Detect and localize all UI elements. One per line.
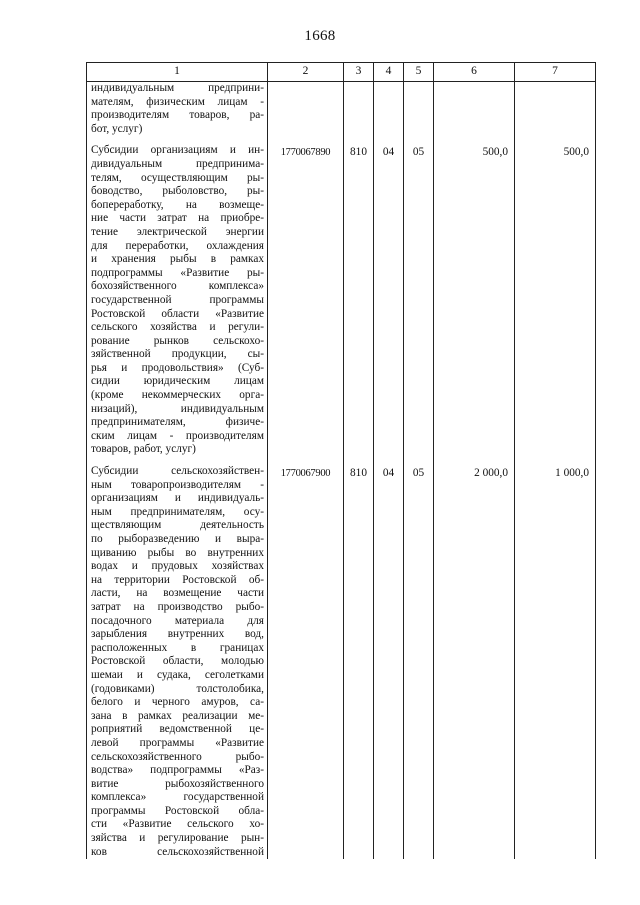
text-line: (кроме некоммерческих орга-	[91, 389, 264, 402]
text-line: (годовиками) толстолобика,	[91, 682, 264, 695]
text-line: зана в рамках реализации ме-	[91, 709, 264, 722]
text-line: сидии юридическим лицам	[91, 375, 264, 388]
text-line: роприятий ведомственной це-	[91, 723, 264, 736]
expense-type-code: 810	[344, 136, 374, 457]
text-line: водах и прудовых хозяйствах	[91, 560, 264, 573]
text-line: ков сельскохозяйственной	[91, 845, 264, 858]
text-line: предпринимателям, физиче-	[91, 416, 264, 429]
amount-col7: 1 000,0	[515, 457, 596, 859]
table-row-continuation	[87, 82, 596, 137]
text-line: для переработки, охлаждения	[91, 239, 264, 252]
row-description	[87, 457, 268, 859]
text-line: сельскохозяйственного рыбо-	[91, 750, 264, 763]
target-article-code: 1770067890	[268, 136, 344, 457]
amount-col7: 500,0	[515, 136, 596, 457]
page-number: 1668	[304, 28, 336, 44]
text-line: белого и черного амуров, са-	[91, 696, 264, 709]
table-row	[87, 457, 596, 859]
text-line: ласти, на возмещение части	[91, 587, 264, 600]
table-row	[87, 136, 596, 457]
text-line: рование рынков сельскохо-	[91, 334, 264, 347]
continuation-description	[87, 82, 268, 137]
text-line: бопереработку, на возмеще-	[91, 198, 264, 211]
text-line: бохозяйственного комплекса»	[91, 280, 264, 293]
text-line: ным предпринимателям, осу-	[91, 505, 264, 518]
text-line: организациям и индивидуаль-	[91, 492, 264, 505]
subsection-code: 05	[404, 136, 434, 457]
text-line: дивидуальным предпринима-	[91, 157, 264, 170]
text-line: ным товаропроизводителям -	[91, 478, 264, 491]
text-line: водства» подпрограммы «Раз-	[91, 764, 264, 777]
text-line: тение электрической энергии	[91, 225, 264, 238]
column-header-2: 2	[268, 63, 344, 82]
text-line: по рыборазведению и выра-	[91, 533, 264, 545]
text-line: рья и продовольствия» (Суб-	[91, 361, 264, 374]
section-code: 04	[374, 136, 404, 457]
target-article-code: 1770067900	[268, 457, 344, 859]
text-line: производителям товаров, ра-	[91, 109, 264, 122]
text-line: Ростовской области «Развитие	[91, 307, 264, 320]
text-line: посадочного материала для	[91, 614, 264, 627]
text-line: Субсидии организациям и ин-	[91, 144, 264, 157]
text-line: затрат на производство рыбо-	[91, 600, 264, 613]
table-header-row	[87, 63, 596, 82]
column-header-1: 1	[87, 63, 268, 82]
text-line: программы Ростовской обла-	[91, 804, 264, 817]
column-header-3: 3	[344, 63, 374, 82]
text-line: и хранения рыбы в рамках	[91, 253, 264, 266]
section-code: 04	[374, 457, 404, 859]
text-line: индивидуальным предприни-	[91, 82, 264, 94]
text-line: ществляющим деятельность	[91, 519, 264, 532]
text-line: зарыбления внутренних вод,	[91, 628, 264, 641]
row-description	[87, 136, 268, 457]
text-line: левой программы «Развитие	[91, 736, 264, 749]
text-line: витие рыбохозяйственного	[91, 777, 264, 790]
amount-col6: 2 000,0	[434, 457, 515, 859]
text-line: телям, осуществляющим ры-	[91, 171, 264, 184]
text-line: Субсидии сельскохозяйствен-	[91, 465, 264, 478]
text-line: на территории Ростовской об-	[91, 573, 264, 586]
text-line: шемаи и судака, сеголетками	[91, 668, 264, 681]
text-line: бот, услуг)	[91, 122, 143, 135]
text-line: подпрограммы «Развитие ры-	[91, 266, 264, 279]
text-line: сти «Развитие сельского хо-	[91, 818, 264, 831]
amount-col6: 500,0	[434, 136, 515, 457]
text-line: государственной программы	[91, 293, 264, 306]
budget-table	[86, 62, 596, 859]
column-header-4: 4	[374, 63, 404, 82]
text-line: низаций), индивидуальным	[91, 402, 264, 415]
text-line: мателям, физическим лицам -	[91, 95, 264, 108]
expense-type-code: 810	[344, 457, 374, 859]
text-line: зяйства и регулирование рын-	[91, 832, 264, 845]
text-line: боводство, рыболовство, ры-	[91, 185, 264, 198]
text-line: товаров, работ, услуг)	[91, 443, 196, 456]
text-line: ским лицам - производителям	[91, 429, 264, 442]
text-line: расположенных в границах	[91, 641, 264, 654]
text-line: ние части затрат на приобре-	[91, 212, 264, 225]
column-header-6: 6	[434, 63, 515, 82]
subsection-code: 05	[404, 457, 434, 859]
text-line: Ростовской области, молодью	[91, 655, 264, 668]
text-line: комплекса» государственной	[91, 791, 264, 804]
column-header-5: 5	[404, 63, 434, 82]
text-line: щиванию рыбы во внутренних	[91, 546, 264, 559]
column-header-7: 7	[515, 63, 596, 82]
text-line: сельского хозяйства и регули-	[91, 321, 264, 334]
text-line: зяйственной продукции, сы-	[91, 348, 264, 361]
